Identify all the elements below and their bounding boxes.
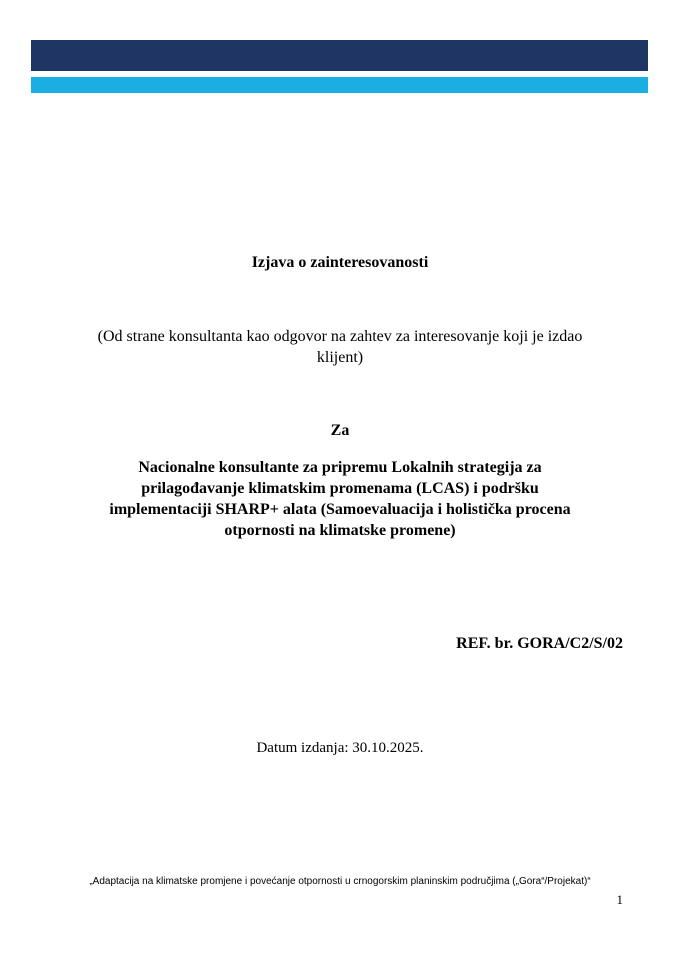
issue-date: Datum izdanja: 30.10.2025.: [256, 740, 424, 756]
for-label: Za: [330, 422, 350, 439]
reference-number: REF. br. GORA/C2/S/02: [456, 635, 623, 652]
assignment-line: prilagođavanje klimatskim promenama (LCAS) i podršku: [141, 480, 539, 497]
document-subtitle: [40, 326, 640, 368]
footer-project-note: „Adaptacija na klimatske promjene i povećanje otpornosti u crnogorskim planinskim područjima („Gora“/Projekat)“: [89, 876, 591, 887]
assignment-line: Nacionalne konsultante za pripremu Lokalnih strategija za: [138, 459, 542, 476]
assignment-line: implementaciji SHARP+ alata (Samoevaluacija i holistička procena: [109, 501, 571, 518]
subtitle-line: (Od strane konsultanta kao odgovor na zahtev za interesovanje koji je izdao: [97, 328, 583, 345]
header-bar-light: [31, 77, 648, 93]
assignment-line: otpornosti na klimatske promene): [224, 522, 456, 539]
page-number: 1: [616, 892, 623, 907]
document-title: Izjava o zainteresovanosti: [251, 254, 429, 271]
header-bar-dark: [31, 40, 648, 71]
assignment-title: [40, 457, 640, 541]
subtitle-line: klijent): [316, 349, 364, 366]
